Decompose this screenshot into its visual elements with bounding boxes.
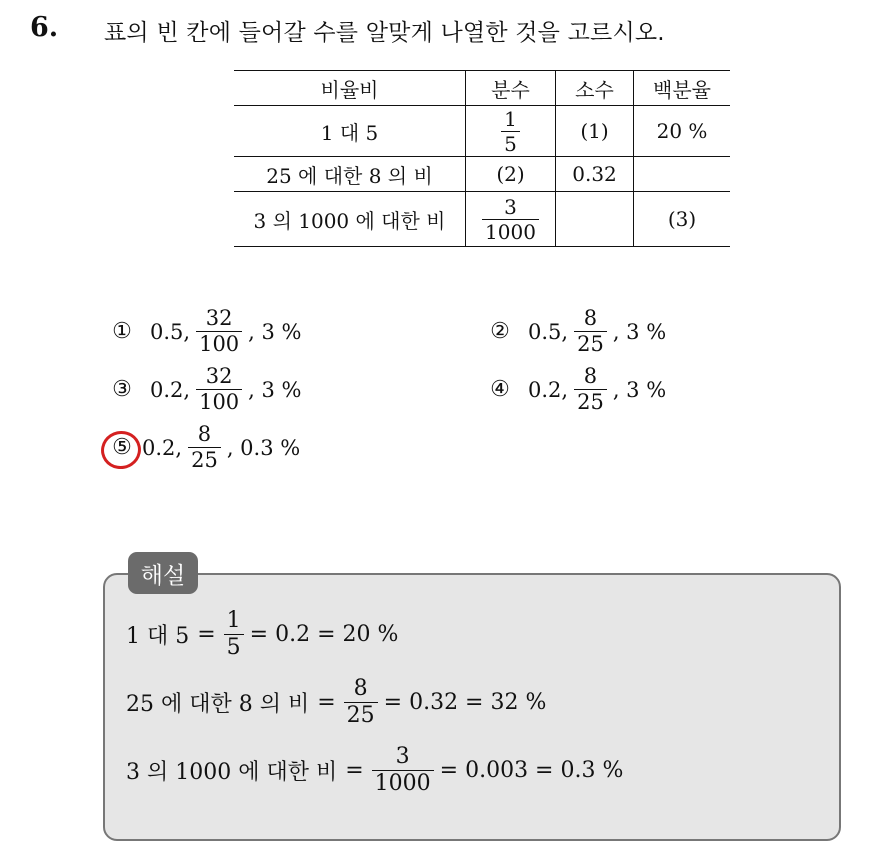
explanation-line-1 <box>126 610 398 659</box>
fraction-denominator: 5 <box>224 634 244 659</box>
fraction-denominator: 100 <box>196 331 242 355</box>
equation-fraction <box>372 746 434 795</box>
row-label: 3 의 1000 에 대한 비 <box>234 192 466 247</box>
table-header-row <box>234 71 730 106</box>
header-ratio: 비율비 <box>234 71 466 106</box>
equation-right: = 0.32 = 32 % <box>383 690 547 715</box>
equation-left: 25 에 대한 8 의 비 <box>126 692 310 717</box>
choice-marker: ② <box>490 319 510 344</box>
question-number: 6. <box>30 12 59 43</box>
equals-sign: = <box>317 690 336 715</box>
equals-sign: = <box>197 622 216 647</box>
row-label: 25 에 대한 8 의 비 <box>234 157 466 192</box>
row-decimal: 0.32 <box>556 157 634 192</box>
choice-decimal: 0.2, <box>528 377 569 402</box>
fraction <box>501 106 520 156</box>
equation-right: = 0.2 = 20 % <box>249 622 399 647</box>
header-percent: 백분율 <box>634 71 731 106</box>
row-decimal <box>556 192 634 247</box>
choice-percent: , 3 % <box>248 377 302 402</box>
choice-decimal: 0.5, <box>528 319 569 344</box>
header-decimal: 소수 <box>556 71 634 106</box>
question-text: 표의 빈 칸에 들어갈 수를 알맞게 나열한 것을 고르시오. <box>104 20 665 46</box>
row-fraction: (2) <box>466 157 556 192</box>
row-percent: 20 % <box>634 106 731 157</box>
choice-percent: , 3 % <box>248 319 302 344</box>
choice-percent: , 3 % <box>612 319 667 344</box>
choice-decimal: 0.2, <box>150 377 191 402</box>
table-row <box>234 157 730 192</box>
choice-marker: ① <box>112 319 132 344</box>
choice-4[interactable] <box>486 366 666 413</box>
table-row <box>234 106 730 157</box>
choice-fraction <box>196 366 242 413</box>
fraction-numerator: 1 <box>504 106 517 131</box>
fraction-denominator: 25 <box>574 331 607 355</box>
choice-3[interactable] <box>108 366 302 413</box>
fraction-denominator: 1000 <box>372 770 434 795</box>
row-percent <box>634 157 731 192</box>
fraction-denominator: 25 <box>344 702 378 727</box>
header-fraction: 분수 <box>466 71 556 106</box>
row-fraction <box>466 106 556 157</box>
fraction-numerator: 8 <box>583 364 598 388</box>
choice-fraction <box>574 308 607 355</box>
equation-fraction <box>344 678 378 727</box>
explanation-line-2 <box>126 678 546 727</box>
explanation-tag: 해설 <box>128 552 198 594</box>
choice-decimal: 0.2, <box>142 435 183 460</box>
equation-left: 1 대 5 <box>126 624 190 649</box>
equation-left: 3 의 1000 에 대한 비 <box>126 760 338 785</box>
choice-marker: ⑤ <box>112 435 132 460</box>
choice-fraction <box>574 366 607 413</box>
choice-fraction <box>196 308 242 355</box>
row-label: 1 대 5 <box>234 106 466 157</box>
fraction-denominator: 1000 <box>482 219 539 242</box>
equation-right: = 0.003 = 0.3 % <box>439 758 624 783</box>
fraction <box>482 194 539 244</box>
table-row <box>234 192 730 247</box>
row-decimal: (1) <box>556 106 634 157</box>
choice-fraction <box>188 424 221 471</box>
choice-percent: , 3 % <box>612 377 667 402</box>
fraction-numerator: 1 <box>226 608 241 633</box>
choice-1[interactable] <box>108 308 302 355</box>
equation-fraction <box>224 610 244 659</box>
fraction-numerator: 8 <box>197 422 212 446</box>
row-percent: (3) <box>634 192 731 247</box>
choice-percent: , 0.3 % <box>226 435 301 460</box>
choice-marker: ③ <box>112 377 132 402</box>
choice-decimal: 0.5, <box>150 319 191 344</box>
equals-sign: = <box>345 758 364 783</box>
fraction-numerator: 3 <box>504 194 517 219</box>
fraction-numerator: 32 <box>205 306 233 330</box>
row-fraction <box>466 192 556 247</box>
fraction-denominator: 25 <box>188 447 221 471</box>
fraction-numerator: 32 <box>205 364 233 388</box>
fraction-denominator: 100 <box>196 389 242 413</box>
choice-marker: ④ <box>490 377 510 402</box>
choice-2[interactable] <box>486 308 666 355</box>
fraction-denominator: 25 <box>574 389 607 413</box>
fraction-numerator: 8 <box>583 306 598 330</box>
explanation-line-3 <box>126 746 623 795</box>
fraction-numerator: 3 <box>395 744 410 769</box>
fraction-denominator: 5 <box>501 131 520 154</box>
fraction-numerator: 8 <box>353 676 368 701</box>
ratio-table <box>234 70 730 247</box>
